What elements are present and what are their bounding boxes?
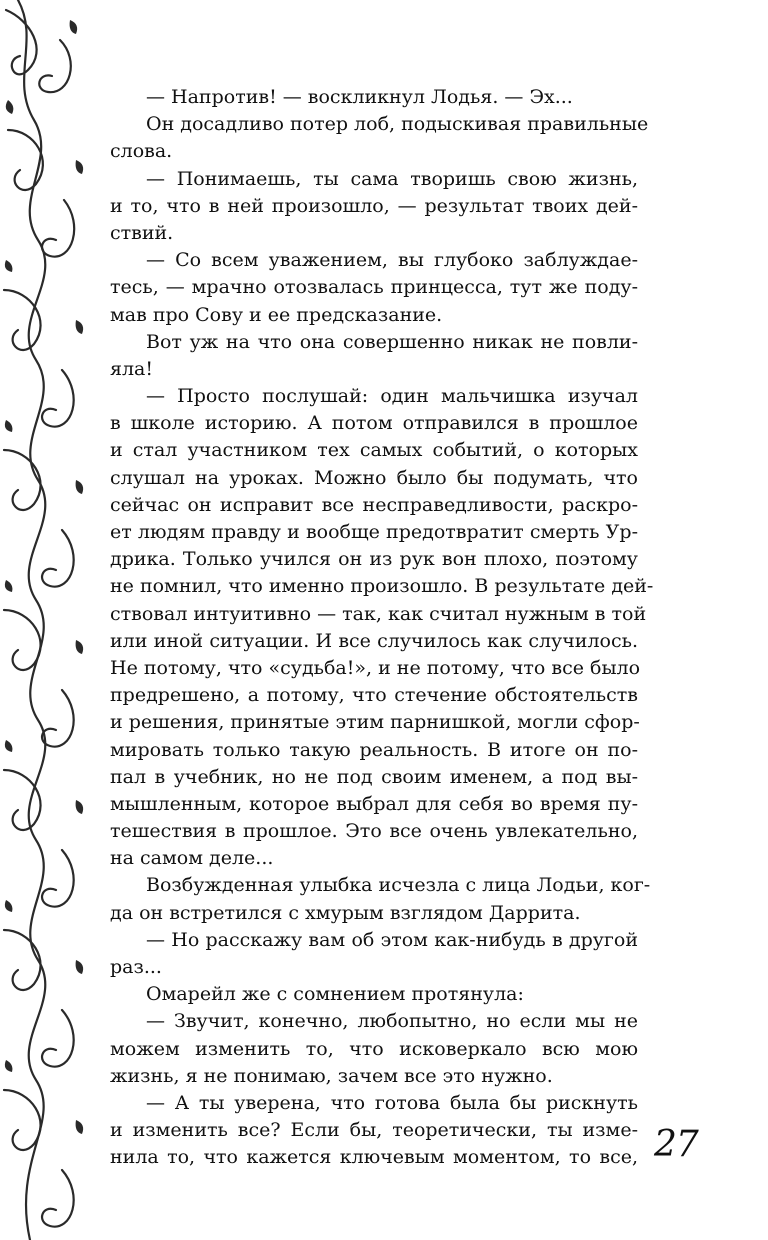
text-line: Не потому, что «судьба!», и не потому, что все было [110,656,641,679]
text-line: можем изменить то, что исковеркало всю мою [110,1037,638,1060]
text-line: или иной ситуации. И все случилось как случилось. [110,629,638,652]
decorative-swirl-border [0,0,92,1240]
text-line: и решения, принятые этим парнишкой, могли сфор- [110,711,640,734]
text-line: в школе историю. А потом отправился в прошлое [110,412,638,435]
text-line: пал в учебник, но не под своим именем, а под вы- [110,765,638,788]
text-line: и стал участником тех самых событий, о которых [110,439,638,462]
text-line: Вот уж на что она совершенно никак не повли- [146,330,638,353]
text-line: предрешено, а потому, что стечение обстоятельств [110,684,638,707]
text-line: — А ты уверена, что готова была бы рискнуть [146,1091,638,1114]
text-line: мышленным, которое выбрал для себя во время пу- [110,792,638,815]
text-line: да он встретился с хмурым взглядом Даррита. [110,901,581,924]
text-line: на самом деле... [110,847,274,870]
text-line: ствовал интуитивно — так, как считал нужным в той [110,602,647,625]
text-line: ет людям правду и вообще предотвратит смерть Ур- [110,521,638,543]
text-line: и изменить все? Если бы, теоретически, ты изме- [110,1119,638,1142]
text-line: раз... [110,956,162,978]
text-line: мав про Сову и ее предсказание. [110,303,443,326]
text-line: и то, что в ней произошло, — результат твоих дей- [110,194,638,217]
text-line: Он досадливо потер лоб, подыскивая правильные [146,113,649,136]
text-line: тешествия в прошлое. Это все очень увлекательно, [110,820,638,843]
text-line: ствий. [110,221,174,244]
text-line: Возбужденная улыбка исчезла с лица Лодьи, ког- [146,874,651,897]
text-line: сейчас он исправит все несправедливости, раскро- [110,493,638,516]
text-line: — Просто послушай: один мальчишка изучал [146,385,638,408]
text-line: нила то, что кажется ключевым моментом, то все, [110,1146,638,1169]
body-text [110,84,654,1172]
text-line: слушал на уроках. Можно было бы подумать, что [110,466,638,489]
text-line: дрика. Только учился он из рук вон плохо, поэтому [110,548,638,571]
page-number: 27 [654,1124,698,1165]
text-line: мировать только такую реальность. В итоге он по- [110,738,638,761]
text-line: не помнил, что именно произошло. В результате дей- [110,575,654,598]
text-line: жизнь, я не понимаю, зачем все это нужно. [110,1064,553,1087]
text-line: яла! [110,357,154,380]
text-line: тесь, — мрачно отозвалась принцесса, тут же поду- [110,276,638,299]
text-line: Омарейл же с сомнением протянула: [146,983,524,1006]
text-line: — Понимаешь, ты сама творишь свою жизнь, [146,167,638,190]
text-line: слова. [110,140,173,163]
text-line: — Напротив! — воскликнул Лодья. — Эх... [146,86,573,108]
text-line: — Но расскажу вам об этом как-нибудь в другой [146,928,638,951]
text-line: — Со всем уважением, вы глубоко заблуждае- [146,249,638,272]
text-line: — Звучит, конечно, любопытно, но если мы не [146,1010,638,1033]
